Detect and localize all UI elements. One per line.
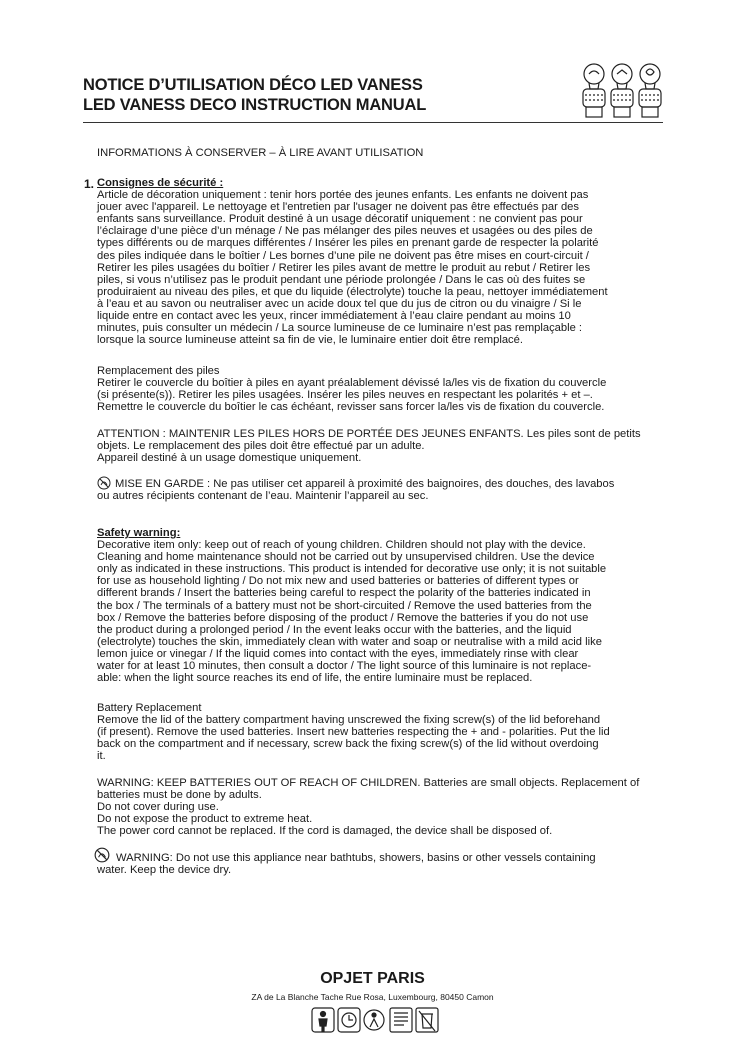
text-line: lemon juice or vinegar / If the liquid comes into contact with the eyes, immediately rinse with clear <box>97 647 579 660</box>
text-line: Retirer le couvercle du boîtier à piles en ayant préalablement dévissé la/les vis de fixation du couvercle <box>97 377 607 390</box>
text-line <box>97 476 677 490</box>
text-line: l’éclairage d’une pièce d’un ménage / Ne pas mélanger des piles neuves et usagées ou des piles de <box>97 225 593 238</box>
child-safety-icon <box>312 1008 334 1032</box>
text-line: ATTENTION : MAINTENIR LES PILES HORS DE PORTÉE DES JEUNES ENFANTS. Les piles sont de petits <box>97 428 641 440</box>
text-line: Remettre le couvercle du boîtier le cas échéant, revisser sans forcer la/les vis de fixation du couvercle. <box>97 401 605 414</box>
text-line: types différents ou de marques différentes / Insérer les piles en prenant garde de respecter la polarité <box>97 237 599 250</box>
company-address: ZA de La Blanche Tache Rue Rosa, Luxembourg, 80450 Camon <box>251 992 494 1002</box>
text-line: batteries must be done by adults. <box>97 789 262 802</box>
french-water-warning <box>97 476 677 502</box>
text-line: ou autres récipients contenant de l’eau. Maintenir l’appareil au sec. <box>97 490 429 503</box>
english-safety-section <box>97 527 677 684</box>
text-line: (si présente(s)). Retirer les piles usagées. Insérer les piles neuves en respectant les polarités + et –. <box>97 389 593 402</box>
footer-icons <box>310 1006 440 1036</box>
document-title <box>83 75 426 115</box>
french-safety-text <box>97 189 677 346</box>
text-line: able: when the light source reaches its end of life, the entire luminaire must be replaced. <box>97 672 533 685</box>
text-line: the box / The terminals of a battery must not be short-circuited / Remove the used batteries from the <box>97 599 592 612</box>
text-line: the product during a prolonged period / In the event leaks occur with the batteries, and the liquid <box>97 623 572 636</box>
text-line: for use as household lighting / Do not mix new and used batteries or batteries of different types or <box>97 575 579 588</box>
title-en: LED VANESS DECO INSTRUCTION MANUAL <box>83 96 427 114</box>
french-attention <box>97 428 677 464</box>
keep-notice: INFORMATIONS À CONSERVER – À LIRE AVANT UTILISATION <box>97 147 424 159</box>
english-heading: Safety warning: <box>97 527 181 539</box>
french-heading: Consignes de sécurité : <box>97 177 224 189</box>
text-line: piles, si vous n’utilisez pas le produit pendant une période prolongée / Dans le cas où des fuites se <box>97 273 586 286</box>
text-line: Do not cover during use. <box>97 801 219 814</box>
brand-name: OPJET PARIS <box>320 970 425 987</box>
header-divider <box>83 122 663 123</box>
text-line: Do not expose the product to extreme heat. <box>97 813 313 826</box>
french-safety-section <box>97 177 677 346</box>
text-line: minutes, puis consulter un médecin / La source lumineuse de ce luminaire n’est pas remplaçable : <box>97 322 583 335</box>
text-line: jouer avec l'appareil. Le nettoyage et l'entretien par l'usager ne doivent pas être effectués par des <box>97 201 579 214</box>
text-line: Retirer les piles usagées du boîtier / Retirer les piles avant de mettre le produit au rebut / Retirer les <box>97 261 591 274</box>
text-line: Cleaning and home maintenance should not be carried out by unsupervised children. Use the device <box>97 551 595 564</box>
text-line: enfants sans surveillance. Produit destiné à un usage décoratif uniquement : ne convient pas pour <box>97 213 583 226</box>
text-line: it. <box>97 750 106 763</box>
english-replace-title: Battery Replacement <box>97 702 202 714</box>
english-water-warning <box>97 852 677 876</box>
french-replace-title: Remplacement des piles <box>97 365 220 377</box>
bin-icon <box>416 1008 438 1032</box>
english-battery-replacement <box>97 702 677 762</box>
text-line: des piles indiquée dans le boîtier / Les bornes d’une pile ne doivent pas être mises en court-circuit / <box>97 249 589 262</box>
english-attention <box>97 777 677 837</box>
text-line: Article de décoration uniquement : tenir hors portée des jeunes enfants. Les enfants ne doivent pas <box>97 189 589 202</box>
text-line: objets. Le remplacement des piles doit être effectué par un adulte. <box>97 440 425 453</box>
recycle-person-icon <box>364 1010 384 1030</box>
text-line: produiraient au niveau des piles, et que du liquide (électrolyte) touche la peau, nettoyer immédiatement <box>97 285 608 298</box>
text-line: water for at least 10 minutes, then consult a doctor / The light source of this luminaire is not replace- <box>97 660 592 673</box>
text-line: à l’eau et au savon ou neutraliser avec un acide doux tel que du jus de citron ou du vinaigre / Si le <box>97 297 582 310</box>
no-water-icon <box>97 476 111 490</box>
section-number: 1. <box>84 177 95 191</box>
french-battery-replacement <box>97 365 677 413</box>
manual-icon <box>390 1008 412 1032</box>
text-line: box / Remove the batteries before disposing of the product / Remove the batteries if you do not use <box>97 611 589 624</box>
title-fr: NOTICE D’UTILISATION DÉCO LED VANESS <box>83 76 423 94</box>
text-line: The power cord cannot be replaced. If the cord is damaged, the device shall be disposed of. <box>97 825 553 838</box>
warning-text: MISE EN GARDE : Ne pas utiliser cet appareil à proximité des baignoires, des douches, des lavabos <box>115 478 615 490</box>
text-line: Remove the lid of the battery compartment having unscrewed the fixing screw(s) of the lid beforehand <box>97 714 601 727</box>
text-line: liquide entre en contact avec les yeux, rincer immédiatement à l’eau claire pendant au moins 10 <box>97 310 571 323</box>
text-line: (if present). Remove the used batteries. Insert new batteries respecting the + and - polarities. Put the lid <box>97 726 610 739</box>
text-line: water. Keep the device dry. <box>97 864 232 877</box>
text-line: back on the compartment and if necessary, screw back the fixing screw(s) of the lid without overdoing <box>97 738 599 751</box>
text-line: only as indicated in these instructions. This product is intended for decorative use only; it is not suitable <box>97 563 607 576</box>
text-line: lorsque la source lumineuse atteint sa fin de vie, le luminaire entier doit être remplacé. <box>97 334 523 347</box>
text-line: Appareil destiné à un usage domestique uniquement. <box>97 452 362 465</box>
text-line: Decorative item only: keep out of reach of young children. Children should not play with the device. <box>97 539 586 552</box>
text-line: (electrolyte) touches the skin, immediately clean with water and soap or neutralise with a mild acid like <box>97 635 602 648</box>
three-bulb-lamps-illustration-icon <box>580 62 665 120</box>
text-line: different brands / Insert the batteries being careful to respect the polarity of the batteries indicated in <box>97 587 591 600</box>
text-line: WARNING: KEEP BATTERIES OUT OF REACH OF CHILDREN. Batteries are small objects. Replacement of <box>97 777 640 789</box>
timer-icon <box>338 1008 360 1032</box>
text-line: WARNING: Do not use this appliance near bathtubs, showers, basins or other vessels containing <box>116 852 596 864</box>
